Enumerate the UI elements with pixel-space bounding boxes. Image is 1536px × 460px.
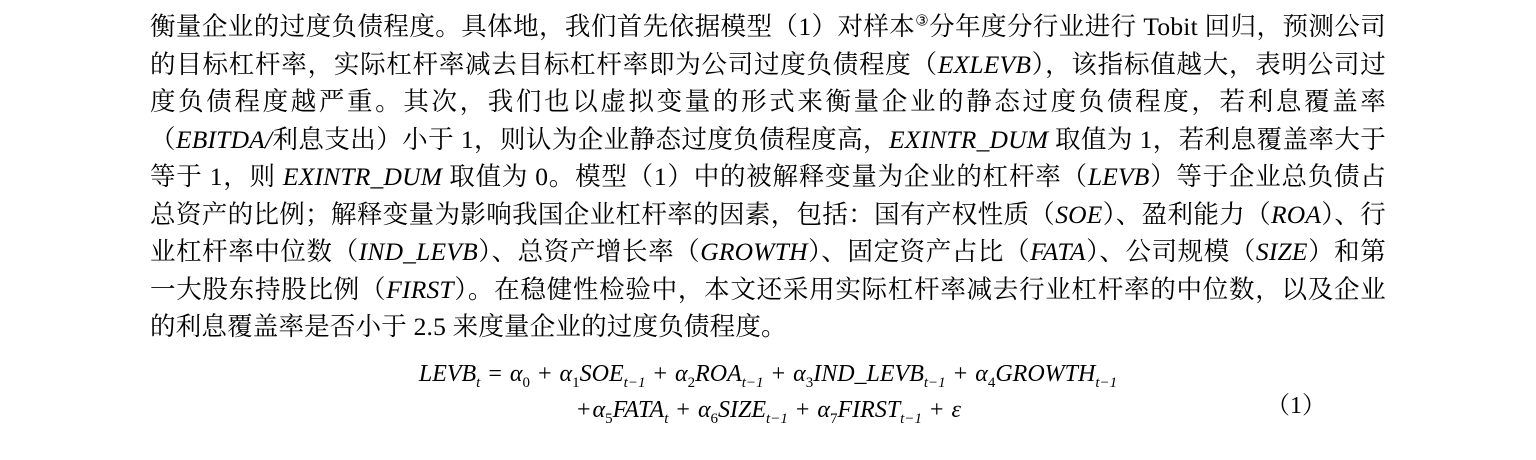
equation-block xyxy=(150,356,1386,428)
body-paragraph xyxy=(150,8,1386,346)
equation-line-1: $LEVB_t = \alpha_0 + \alpha_1SOE_{t-1} + \alpha_2ROA_{t-1}$ + $\alpha_3IND\_LEVB_{t-1}$ + $\alpha_4GROWTH_{t-1}$ xyxy=(418,360,1118,391)
equation-number: （1） xyxy=(1266,392,1326,419)
paragraph-text: 衡量企业的过度负债程度。具体地，我们首先依据模型（1）对样本③分年度分行业进行 Tobit 回归，预测公司的目标杠杆率，实际杠杆率减去目标杠杆率即为公司过度负债程度（EXLEVB），该指标值越大，表明公司过度负债程度越严重。其次，我们也以虚拟变量的形式来衡量企业的静态过度负债程度，若利息覆盖率（EBITDA/利息支出）小于 1，则认为企业静态过度负债程度高，EXINTR_DUM 取值为 1，若利息覆盖率大于等于 1，则 EXINTR_DUM 取值为 0。模型（1）中的被解释变量为企业的杠杆率（LEVB）等于企业总负债占总资产的比例；解释变量为影响我国企业杠杆率的因素，包括：国有产权性质（SOE）、盈利能力（ROA）、行业杠杆率中位数（IND_LEVB）、总资产增长率（GROWTH）、固定资产占比（FATA）、公司规模（SIZE）和第一大股东持股比例（FIRST）。在稳健性检验中，本文还采用实际杠杆率减去行业杠杆率的中位数，以及企业的利息覆盖率是否小于 2.5 来度量企业的过度负债程度。 xyxy=(150,12,1386,341)
equation-line-2: $+\alpha_5FATA_t$ + $\alpha_6SIZE_{t-1}$ + $\alpha_7FIRST_{t-1} + \varepsilon$ xyxy=(577,396,961,427)
